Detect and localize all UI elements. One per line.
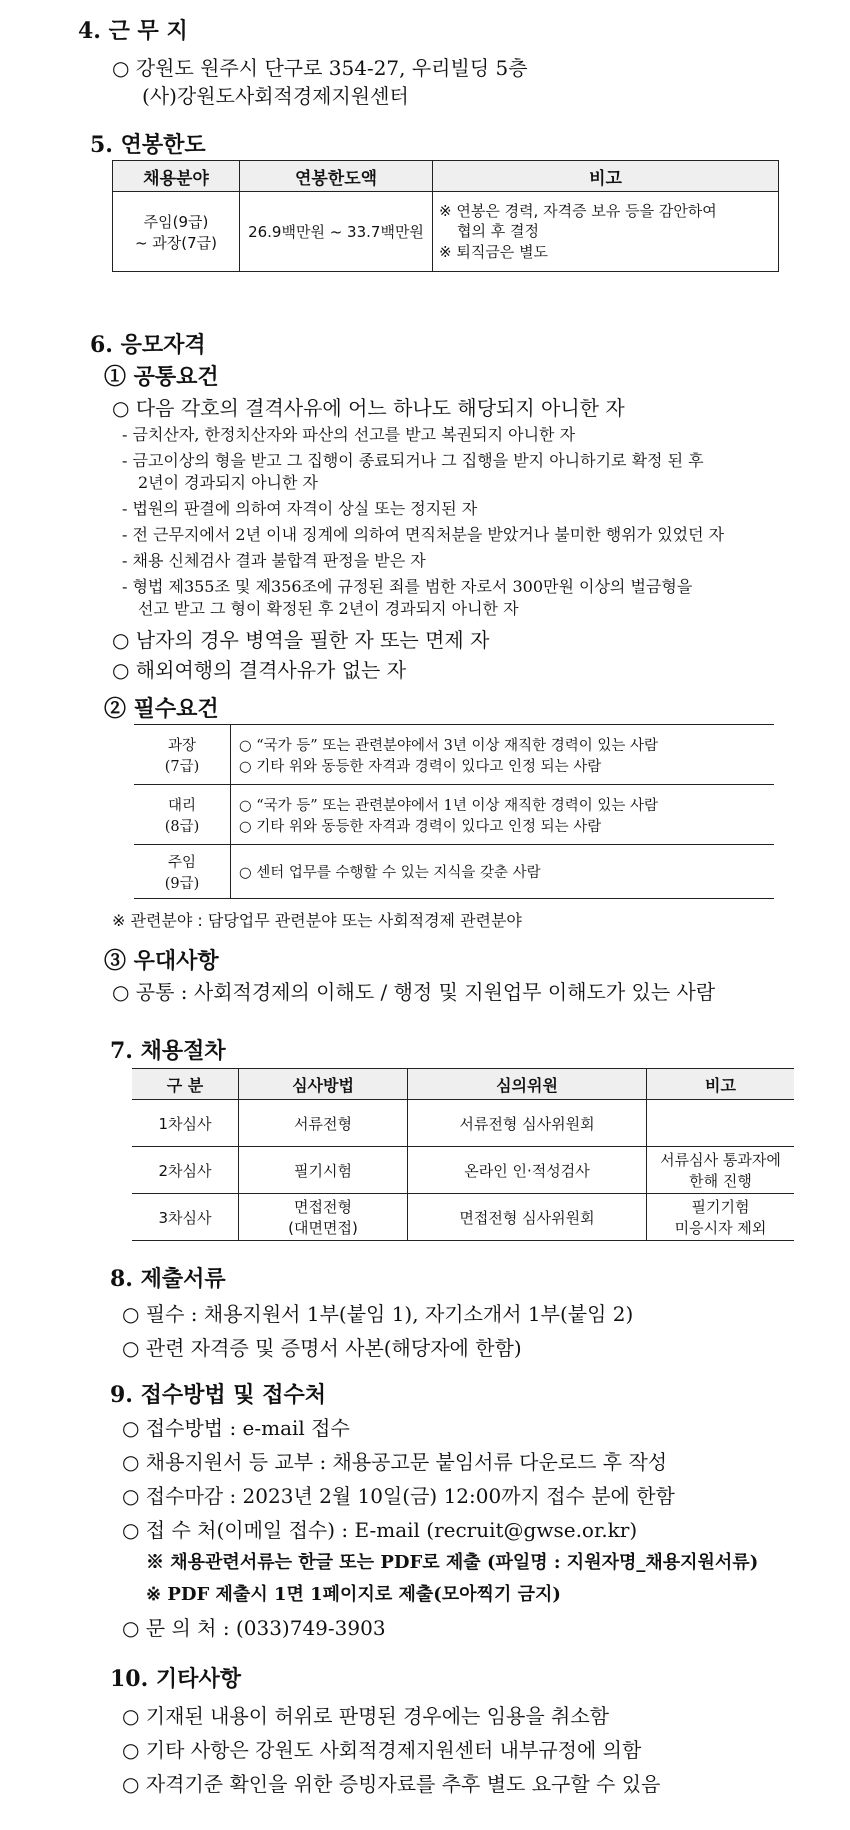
required-qualifications-title: ② 필수요건 bbox=[104, 696, 219, 722]
disqualification-5: - 채용 신체검사 결과 불합격 판정을 받은 자 bbox=[122, 551, 426, 570]
application-email: ○ 접 수 처(이메일 접수) : E-mail (recruit@gwse.or.kr) bbox=[122, 1518, 638, 1542]
preference-title: ③ 우대사항 bbox=[104, 948, 219, 974]
process-note bbox=[647, 1147, 795, 1194]
process-method-line: (대면면접) bbox=[288, 1219, 358, 1237]
section-10-title: 10. 기타사항 bbox=[110, 1666, 241, 1692]
salary-note-cell bbox=[433, 192, 779, 272]
requirement-cell bbox=[231, 725, 775, 785]
section-9-title: 9. 접수방법 및 접수처 bbox=[110, 1382, 326, 1408]
organization-name: (사)강원도사회적경제지원센터 bbox=[142, 84, 409, 108]
salary-field-line2: ~ 과장(7급) bbox=[134, 233, 218, 252]
disqualification-3: - 법원의 판결에 의하여 자격이 상실 또는 정지된 자 bbox=[122, 499, 478, 518]
process-method bbox=[239, 1100, 408, 1147]
requirement-line: ○ “국가 등” 또는 관련분야에서 1년 이상 재직한 경력이 있는 사람 bbox=[239, 797, 658, 814]
military-requirement: ○ 남자의 경우 병역을 필한 자 또는 면제 자 bbox=[112, 628, 490, 652]
process-stage: 2차심사 bbox=[132, 1147, 239, 1194]
process-table bbox=[132, 1068, 794, 1241]
grade-title: 과장 bbox=[167, 737, 196, 754]
required-row bbox=[134, 725, 774, 785]
pdf-note: ※ PDF 제출시 1면 1페이지로 제출(모아찍기 금지) bbox=[146, 1584, 561, 1605]
common-requirements-title: ① 공통요건 bbox=[104, 364, 219, 390]
application-deadline: ○ 접수마감 : 2023년 2월 10일(금) 12:00까지 접수 분에 한함 bbox=[122, 1484, 675, 1508]
process-row bbox=[132, 1147, 794, 1194]
salary-note-2: 협의 후 결정 bbox=[457, 222, 539, 241]
salary-header-note: 비고 bbox=[433, 161, 779, 192]
process-method-line: 서류전형 bbox=[294, 1114, 352, 1133]
application-forms: ○ 채용지원서 등 교부 : 채용공고문 붙임서류 다운로드 후 작성 bbox=[122, 1450, 668, 1474]
salary-amount-cell: 26.9백만원 ~ 33.7백만원 bbox=[240, 192, 433, 272]
process-header-note: 비고 bbox=[647, 1069, 795, 1100]
process-method-line: 면접전형 bbox=[294, 1198, 352, 1216]
requirement-cell bbox=[231, 845, 775, 899]
section-8-title: 8. 제출서류 bbox=[110, 1266, 226, 1292]
requirement-line: ○ 기타 위와 동등한 자격과 경력이 있다고 인정 되는 사람 bbox=[239, 758, 602, 775]
salary-field-cell bbox=[113, 192, 240, 272]
related-field-note: ※ 관련분야 : 담당업무 관련분야 또는 사회적경제 관련분야 bbox=[112, 911, 522, 930]
grade-title: 대리 bbox=[167, 797, 196, 814]
process-header-committee: 심의위원 bbox=[408, 1069, 647, 1100]
other-item-2: ○ 기타 사항은 강원도 사회적경제지원센터 내부규정에 의함 bbox=[122, 1738, 642, 1762]
grade-level: (7급) bbox=[164, 758, 200, 775]
disqualification-1: - 금치산자, 한정치산자와 파산의 선고를 받고 복권되지 아니한 자 bbox=[122, 425, 576, 444]
other-item-1: ○ 기재된 내용이 허위로 판명된 경우에는 임용을 취소함 bbox=[122, 1704, 609, 1728]
common-requirements-intro: ○ 다음 각호의 결격사유에 어느 하나도 해당되지 아니한 자 bbox=[112, 396, 625, 420]
section-5-title: 5. 연봉한도 bbox=[90, 132, 206, 158]
required-row bbox=[134, 845, 774, 899]
section-4-title: 4. 근 무 지 bbox=[78, 18, 188, 44]
application-method: ○ 접수방법 : e-mail 접수 bbox=[122, 1416, 350, 1440]
grade-level: (9급) bbox=[164, 875, 200, 892]
section-6-title: 6. 응모자격 bbox=[90, 332, 206, 358]
disqualification-2b: 2년이 경과되지 아니한 자 bbox=[138, 473, 318, 492]
process-note bbox=[647, 1100, 795, 1147]
salary-note-3: ※ 퇴직금은 별도 bbox=[439, 242, 549, 261]
disqualification-2a: - 금고이상의 형을 받고 그 집행이 종료되거나 그 집행을 받지 아니하기로 확정 된 후 bbox=[122, 451, 704, 470]
disqualification-6b: 선고 받고 그 형이 확정된 후 2년이 경과되지 아니한 자 bbox=[138, 599, 519, 618]
salary-field-line1: 주임(9급) bbox=[143, 212, 209, 231]
process-note-line: 미응시자 제외 bbox=[674, 1219, 767, 1237]
contact-phone: ○ 문 의 처 : (033)749-3903 bbox=[122, 1616, 386, 1640]
grade-cell bbox=[134, 785, 231, 845]
section-7-title: 7. 채용절차 bbox=[110, 1038, 226, 1064]
required-row bbox=[134, 785, 774, 845]
requirement-line: ○ 센터 업무를 수행할 수 있는 지식을 갖춘 사람 bbox=[239, 865, 541, 881]
process-header-method: 심사방법 bbox=[239, 1069, 408, 1100]
documents-required: ○ 필수 : 채용지원서 1부(붙임 1), 자기소개서 1부(붙임 2) bbox=[122, 1302, 634, 1326]
process-note-line: 서류심사 통과자에 bbox=[660, 1151, 781, 1169]
grade-cell bbox=[134, 845, 231, 899]
address-line: ○ 강원도 원주시 단구로 354-27, 우리빌딩 5층 bbox=[112, 56, 528, 80]
process-row bbox=[132, 1100, 794, 1147]
salary-table bbox=[112, 160, 779, 272]
process-method-line: 필기시험 bbox=[294, 1161, 352, 1180]
file-format-note: ※ 채용관련서류는 한글 또는 PDF로 제출 (파일명 : 지원자명_채용지원서류) bbox=[146, 1552, 759, 1573]
process-committee: 서류전형 심사위원회 bbox=[408, 1100, 647, 1147]
process-method bbox=[239, 1147, 408, 1194]
process-committee: 온라인 인·적성검사 bbox=[408, 1147, 647, 1194]
process-stage: 3차심사 bbox=[132, 1194, 239, 1241]
grade-title: 주임 bbox=[167, 854, 196, 871]
grade-cell bbox=[134, 725, 231, 785]
process-header-stage: 구 분 bbox=[132, 1069, 239, 1100]
requirement-cell bbox=[231, 785, 775, 845]
disqualification-4: - 전 근무지에서 2년 이내 징계에 의하여 면직처분을 받았거나 불미한 행위가 있었던 자 bbox=[122, 525, 725, 544]
process-note bbox=[647, 1194, 795, 1241]
process-committee: 면접전형 심사위원회 bbox=[408, 1194, 647, 1241]
process-method bbox=[239, 1194, 408, 1241]
salary-header-field: 채용분야 bbox=[113, 161, 240, 192]
salary-note-1: ※ 연봉은 경력, 자격증 보유 등을 감안하여 bbox=[439, 202, 717, 221]
salary-header-amount: 연봉한도액 bbox=[240, 161, 433, 192]
requirement-line: ○ 기타 위와 동등한 자격과 경력이 있다고 인정 되는 사람 bbox=[239, 818, 602, 835]
travel-requirement: ○ 해외여행의 결격사유가 없는 자 bbox=[112, 658, 407, 682]
other-item-3: ○ 자격기준 확인을 위한 증빙자료를 추후 별도 요구할 수 있음 bbox=[122, 1772, 661, 1796]
process-note-line: 한해 진행 bbox=[689, 1172, 752, 1190]
process-row bbox=[132, 1194, 794, 1241]
documents-certificates: ○ 관련 자격증 및 증명서 사본(해당자에 한함) bbox=[122, 1336, 522, 1360]
required-qualifications-table bbox=[134, 724, 774, 899]
grade-level: (8급) bbox=[164, 818, 200, 835]
requirement-line: ○ “국가 등” 또는 관련분야에서 3년 이상 재직한 경력이 있는 사람 bbox=[239, 737, 658, 754]
process-note-line: 필기기험 bbox=[691, 1198, 750, 1216]
process-stage: 1차심사 bbox=[132, 1100, 239, 1147]
preference-line: ○ 공통 : 사회적경제의 이해도 / 행정 및 지원업무 이해도가 있는 사람 bbox=[112, 980, 716, 1004]
disqualification-6a: - 형법 제355조 및 제356조에 규정된 죄를 범한 자로서 300만원 이상의 벌금형을 bbox=[122, 577, 693, 596]
